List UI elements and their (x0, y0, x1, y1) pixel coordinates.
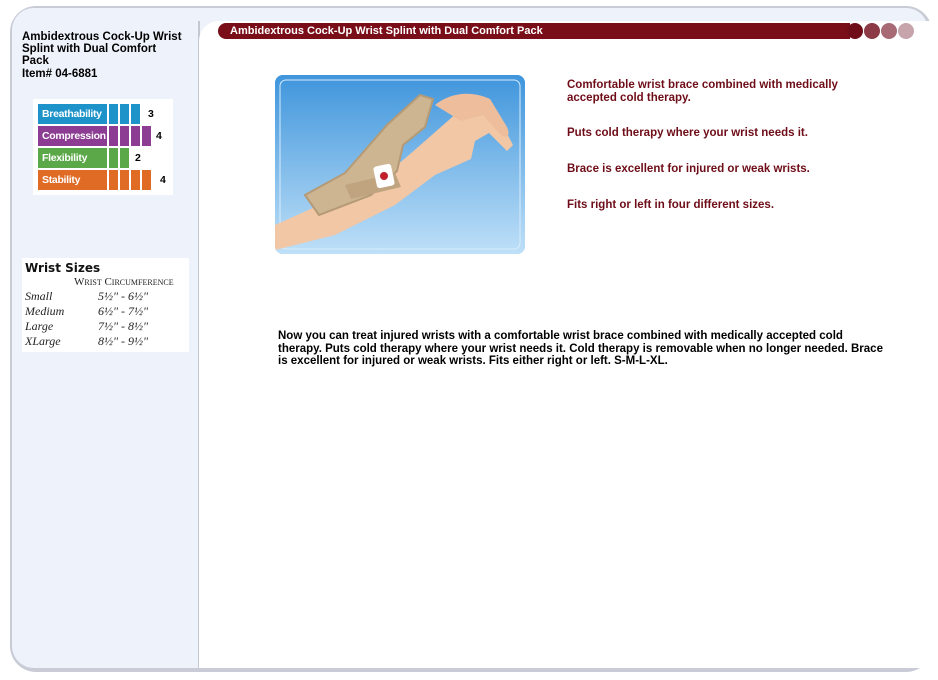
rating-segment (131, 126, 140, 146)
ratings-chart (33, 99, 173, 195)
rating-segment (109, 170, 118, 190)
rating-label: Compression (38, 126, 107, 146)
rating-value: 4 (156, 130, 162, 142)
feature-2: Puts cold therapy where your wrist needs it. (567, 127, 808, 139)
size-row (25, 334, 185, 349)
size-row (25, 319, 185, 334)
rating-segment (131, 104, 140, 124)
rating-label: Breathability (38, 104, 107, 124)
size-range: 6½" - 7½" (98, 304, 149, 318)
size-label: Large (25, 319, 54, 333)
product-description: Now you can treat injured wrists with a comfortable wrist brace combined with medically accepted cold therapy. Puts cold therapy where your wrist needs it. Cold therapy is removable when no longer needed. Brace is excellent for injured or weak wrists. Fits either right or left. S-M-L-XL. (278, 330, 883, 367)
size-range: 5½" - 6½" (98, 289, 149, 303)
rating-label: Stability (38, 170, 107, 190)
rating-segment (109, 148, 118, 168)
rating-label: Flexibility (38, 148, 107, 168)
feature-1: Comfortable wrist brace combined with medically accepted cold therapy. (567, 79, 838, 104)
feature-4: Fits right or left in four different sizes. (567, 199, 775, 211)
size-range: 8½" - 9½" (98, 334, 149, 348)
header-dot-3 (881, 23, 897, 39)
rating-segment (120, 148, 129, 168)
size-label: XLarge (25, 334, 61, 348)
rating-segment (142, 126, 151, 146)
rating-segment (109, 104, 118, 124)
product-title: Ambidextrous Cock-Up Wrist Splint with Dual Comfort Pack (22, 31, 182, 67)
rating-value: 2 (135, 152, 141, 164)
header-dot-1 (847, 23, 863, 39)
rating-segment (131, 170, 140, 190)
size-row (25, 289, 185, 304)
size-row (25, 304, 185, 319)
wrist-sizes-table (22, 258, 189, 352)
wrist-sizes-title: Wrist Sizes (25, 261, 101, 275)
rating-segment (109, 126, 118, 146)
rating-value: 3 (148, 108, 154, 120)
size-label: Small (25, 289, 53, 303)
rating-segment (120, 126, 129, 146)
page-title: Ambidextrous Cock-Up Wrist Splint with Dual Comfort Pack (230, 25, 543, 37)
size-label: Medium (25, 304, 65, 318)
header-dot-4 (898, 23, 914, 39)
rating-segment (120, 104, 129, 124)
feature-3: Brace is excellent for injured or weak wrists. (567, 163, 810, 175)
header-dot-2 (864, 23, 880, 39)
wrist-circumference-header: Wrist Circumference (74, 276, 174, 288)
rating-segment (142, 170, 151, 190)
size-range: 7½" - 8½" (98, 319, 149, 333)
product-photo (275, 75, 525, 254)
rating-value: 4 (160, 174, 166, 186)
rating-segment (120, 170, 129, 190)
product-item-number: Item# 04-6881 (22, 68, 98, 80)
